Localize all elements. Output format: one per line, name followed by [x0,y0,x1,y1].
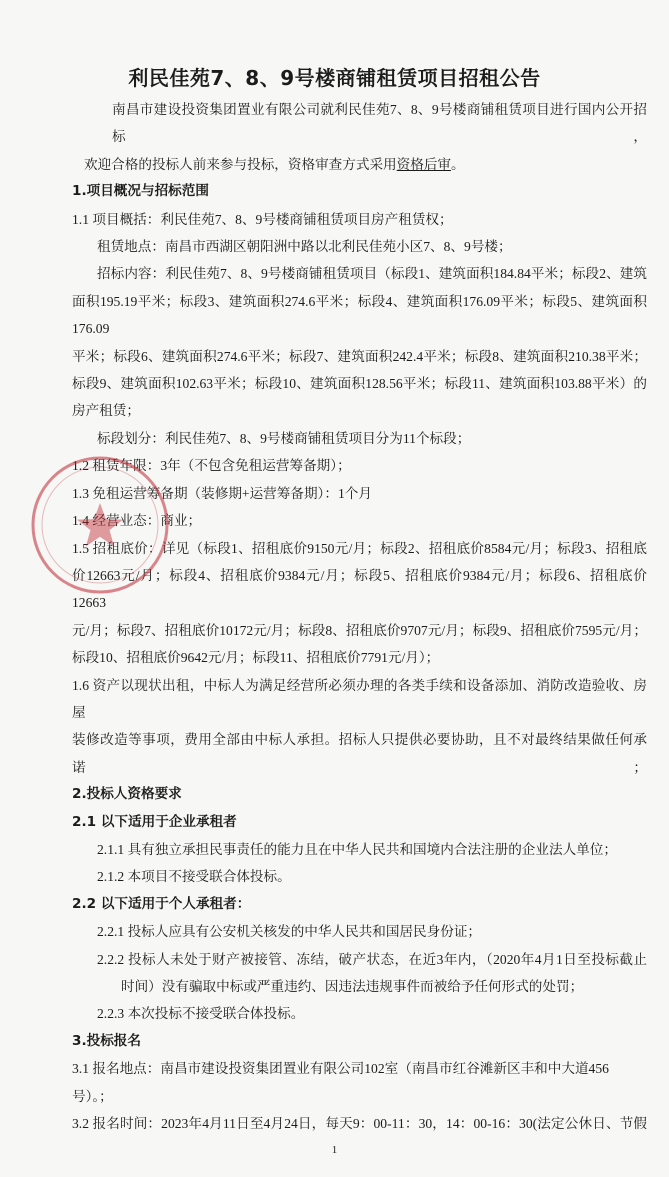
text-line: 租赁地点：南昌市西湖区朝阳洲中路以北利民佳苑小区7、8、9号楼； [97,239,512,255]
page-number: 1 [331,1144,338,1157]
text-line: 1.2 租赁年限：3年（不包含免租运营筹备期）； [72,458,351,474]
text-line: 元/月；标段7、招租底价10172元/月；标段8、招租底价9707元/月；标段9、招租底价7595元/月； [72,622,647,638]
text-line: 2.1.2 本项目不接受联合体投标。 [97,869,291,885]
text-line: 1.6 资产以现状出租，中标人为满足经营所必须办理的各类手续和设备添加、消防改造验收、房屋 [72,677,647,720]
section-heading: 1.项目概况与招标范围 [72,183,209,200]
text-line: 1.4 经营业态：商业； [72,513,202,529]
text-line: 价12663元/月；标段4、招租底价9384元/月；标段5、招租底价9384元/月；标段6、招租底价12663 [72,567,647,611]
text-line: 标段9、建筑面积102.63平米；标段10、建筑面积128.56平米；标段11、建筑面积103.88平米）的 [72,376,647,392]
text-line: 3.1 报名地点：南昌市建设投资集团置业有限公司102室（南昌市红谷滩新区丰和中大道456号）。； [72,1061,609,1104]
text-line: 时间）没有骗取中标或严重违约、因违法违规事件而被给予任何形式的处罚； [121,979,584,994]
intro-line-2 [84,151,647,178]
text-line: 招标内容：利民佳苑7、8、9号楼商铺租赁项目（标段1、建筑面积184.84平米；标段2、建筑 [97,266,647,282]
intro-line-1: 南昌市建设投资集团置业有限公司就利民佳苑7、8、9号楼商铺租赁项目进行国内公开招标， [112,102,647,145]
section-heading: 3.投标报名 [72,1032,141,1049]
text-line: 标段10、招租底价9642元/月；标段11、招租底价7791元/月）； [72,650,440,666]
section-heading: 2.1 以下适用于企业承租者 [72,813,237,830]
text-line: 2.2.1 投标人应具有公安机关核发的中华人民共和国居民身份证； [97,924,482,940]
qualification-method: 资格后审 [396,156,452,172]
intro-end: 。 [451,156,465,172]
text-line: 面积195.19平米；标段3、建筑面积274.6平米；标段4、建筑面积176.09平米；标段5、建筑面积176.09 [72,293,647,337]
text-line: 1.5 招租底价：详见（标段1、招租底价9150元/月；标段2、招租底价8584元/月；标段3、招租底 [72,540,647,556]
intro-text: 欢迎合格的投标人前来参与投标，资格审查方式采用 [84,156,397,172]
section-heading: 2.投标人资格要求 [72,786,182,803]
section-heading: 2.2 以下适用于个人承租者： [72,895,251,912]
document-title: 利民佳苑7、8、9号楼商铺租赁项目招租公告 [128,66,541,90]
text-line: 1.3 免租运营筹备期（装修期+运营筹备期）：1个月 [72,485,372,501]
text-line: 2.2.3 本次投标不接受联合体投标。 [97,1006,305,1022]
text-line: 房产租赁； [72,403,140,419]
text-line: 1.1 项目概括：利民佳苑7、8、9号楼商铺租赁项目房产租赁权； [72,211,453,227]
text-line: 装修改造等事项，费用全部由中标人承担。招标人只提供必要协助，且不对最终结果做任何承诺； [72,732,647,775]
text-line: 2.1.1 具有独立承担民事责任的能力且在中华人民共和国境内合法注册的企业法人单位； [97,841,617,857]
text-line: 平米；标段6、建筑面积274.6平米；标段7、建筑面积242.4平米；标段8、建筑面积210.38平米； [72,348,647,364]
text-line: 2.2.2 投标人未处于财产被接管、冻结，破产状态，在近3年内，（2020年4月1日至投标截止 [97,951,647,967]
text-line: 3.2 报名时间：2023年4月11日至4月24日，每天9：00-11：30，14：00-16：30(法定公休日、节假 [72,1116,647,1132]
text-line: 标段划分：利民佳苑7、8、9号楼商铺租赁项目分为11个标段； [97,430,471,446]
